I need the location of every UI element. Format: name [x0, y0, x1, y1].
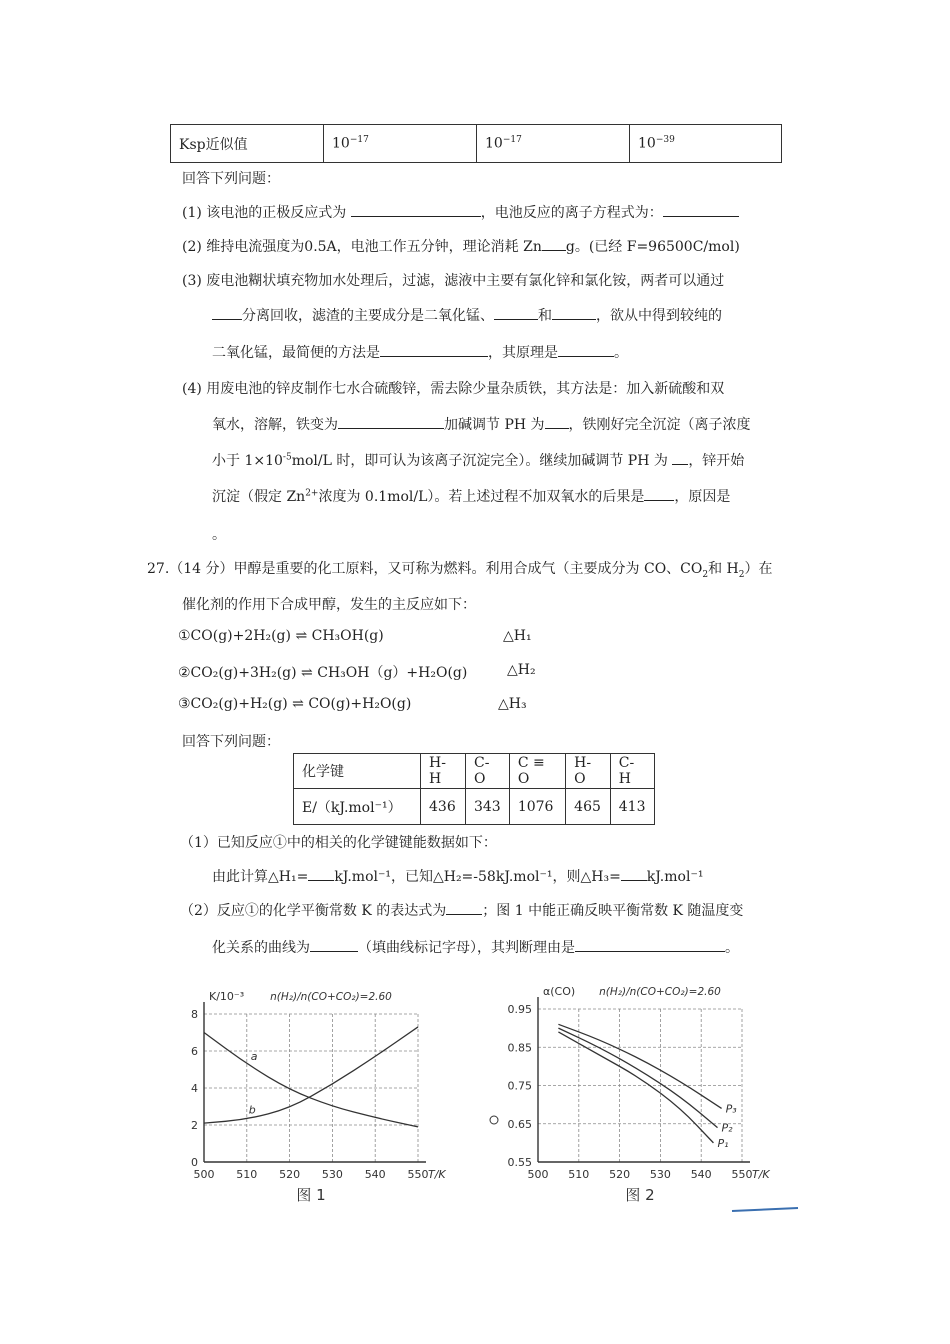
ksp-cell: $10^{-17}$ [324, 125, 477, 163]
figure-caption: 图 2 [625, 1186, 655, 1204]
question-2: (2) 维持电流强度为0.5A，电池工作五分钟，理论消耗 Zn g。(已经 F=96500C/mol) [182, 236, 740, 256]
bond-header: C ≡ O [509, 754, 565, 789]
reaction-3: ③CO₂(g)+H₂(g) ⇌ CO(g)+H₂O(g) [178, 696, 412, 712]
series-label: P₂ [721, 1121, 733, 1135]
question-4-line1: (4) 用废电池的锌皮制作七水合硫酸锌，需去除少量杂质铁，其方法是：加入新硫酸和双 [182, 381, 725, 397]
question-27-2-line1: （2）反应①的化学平衡常数 K 的表达式为 ；图 1 中能正确反映平衡常数 K 随温度变 [180, 900, 743, 920]
y-tick-label: 0.85 [507, 1041, 532, 1055]
y-tick-label: 8 [191, 1008, 198, 1021]
series-line-0 [204, 1033, 418, 1127]
circle-marker [490, 1116, 498, 1124]
bond-header: H-H [421, 754, 466, 789]
figure-2-chart [480, 972, 810, 1217]
bond-value: 343 [465, 789, 509, 825]
x-tick-label: 520 [279, 1168, 301, 1181]
x-tick-label: 500 [193, 1168, 215, 1181]
question-intro: 回答下列问题： [182, 171, 280, 187]
enthalpy-1: △H₁ [503, 628, 532, 644]
x-axis-label: T/K [752, 1168, 770, 1181]
y-axis-label: K/10⁻³ [209, 990, 245, 1003]
question-27-2-line2: 化关系的曲线为 （填曲线标记字母），其判断理由是 。 [212, 937, 739, 957]
y-tick-label: 4 [191, 1082, 198, 1095]
bond-value: 413 [610, 789, 654, 825]
y-tick-label: 0.95 [507, 1003, 532, 1016]
bond-header: 化学键 [294, 754, 421, 789]
y-tick-label: 2 [191, 1119, 198, 1132]
figure-1-chart [180, 972, 450, 1217]
series-label: a [250, 1049, 258, 1063]
x-tick-label: 550 [407, 1168, 429, 1181]
ksp-label: Ksp近似值 [171, 125, 324, 163]
y-tick-label: 0.75 [507, 1079, 532, 1093]
question-27-1-line1: （1）已知反应①中的相关的化学键键能数据如下： [180, 835, 497, 851]
question-27-line1: 27.（14 分）甲醇是重要的化工原料，又可称为燃料。利用合成气（主要成分为 CO、$CO_2$和 $H_2$）在 [147, 561, 773, 580]
ksp-cell: $10^{-39}$ [630, 125, 782, 163]
chart-title: n(H₂)/n(CO+CO₂)=2.60 [270, 991, 392, 1003]
question-4-line5: 。 [212, 527, 226, 543]
x-tick-label: 520 [609, 1168, 631, 1181]
question-3-line3: 二氧化锰，最简便的方法是 ，其原理是 。 [212, 342, 628, 362]
y-tick-label: 0.65 [507, 1117, 532, 1131]
bond-value: 465 [566, 789, 611, 825]
question-27-1-line2: 由此计算△H₁= kJ.mol⁻¹，已知△H₂=-58kJ.mol⁻¹，则△H₃= kJ.mol⁻¹ [212, 866, 703, 886]
x-tick-label: 550 [731, 1168, 753, 1181]
y-tick-label: 6 [191, 1045, 198, 1058]
bond-header: C-H [610, 754, 654, 789]
bond-header: H-O [566, 754, 611, 789]
x-axis-label: T/K [428, 1168, 446, 1181]
figure-caption: 图 1 [296, 1186, 326, 1204]
chart-title: n(H₂)/n(CO+CO₂)=2.60 [599, 986, 721, 998]
bond-value: 1076 [509, 789, 565, 825]
question-4-line3: 小于 $1\times 10^{-5}mol/L$ 时，即可认为该离子沉淀完全）。继续加碱调节 PH 为 ，锌开始 [212, 450, 744, 470]
question-27-line2: 催化剂的作用下合成甲醇，发生的主反应如下： [182, 597, 476, 613]
enthalpy-2: △H₂ [507, 662, 536, 678]
x-tick-label: 500 [527, 1168, 549, 1181]
y-axis-label: α(CO) [543, 985, 576, 998]
question-3-line1: (3) 废电池糊状填充物加水处理后，过滤，滤液中主要有氯化锌和氯化铵，两者可以通过 [182, 273, 725, 289]
series-label: P₁ [717, 1136, 729, 1150]
x-tick-label: 530 [649, 1168, 671, 1181]
bond-energy-table [293, 753, 655, 825]
series-line-0 [558, 1024, 721, 1108]
y-tick-label: 0.55 [507, 1156, 532, 1169]
question-3-line2: 分离回收，滤渣的主要成分是二氧化锰、 和 ，欲从中得到较纯的 [212, 305, 722, 325]
question-4-line2: 氧水，溶解，铁变为 加碱调节 PH 为 ，铁刚好完全沉淀（离子浓度 [212, 414, 751, 434]
x-tick-label: 540 [364, 1168, 386, 1181]
equilibrium-arrow-icon: ⇌ [295, 628, 308, 644]
equilibrium-arrow-icon: ⇌ [301, 665, 313, 681]
question-27-intro: 回答下列问题： [182, 734, 280, 750]
series-label: P₃ [725, 1102, 737, 1116]
reaction-2: ②CO₂(g)+3H₂(g) ⇌ CH₃OH（g）+H₂O(g) [178, 665, 468, 681]
series-label: b [248, 1103, 256, 1117]
equilibrium-arrow-icon: ⇌ [292, 696, 304, 712]
question-1: (1) 该电池的正极反应式为 ，电池反应的离子方程式为： [182, 202, 739, 222]
bond-header: C-O [465, 754, 509, 789]
bond-value: 436 [421, 789, 466, 825]
ksp-cell: $10^{-17}$ [477, 125, 630, 163]
y-tick-label: 0 [191, 1156, 198, 1169]
decorative-line [732, 1208, 798, 1211]
question-4-line4: 沉淀（假定 $Zn^{2+}$浓度为 0.1mol/L）。若上述过程不加双氧水的后果是 ，原因是 [212, 486, 730, 506]
enthalpy-3: △H₃ [498, 696, 527, 712]
x-tick-label: 540 [690, 1168, 712, 1181]
x-tick-label: 530 [321, 1168, 343, 1181]
ksp-table [170, 124, 782, 163]
bond-row-label: E/（kJ.mol⁻¹） [294, 789, 421, 825]
reaction-1: ①CO(g)+2H₂(g) ⇌ CH₃OH(g) [178, 628, 384, 644]
series-line-1 [204, 1027, 418, 1123]
x-tick-label: 510 [236, 1168, 258, 1181]
x-tick-label: 510 [568, 1168, 590, 1181]
